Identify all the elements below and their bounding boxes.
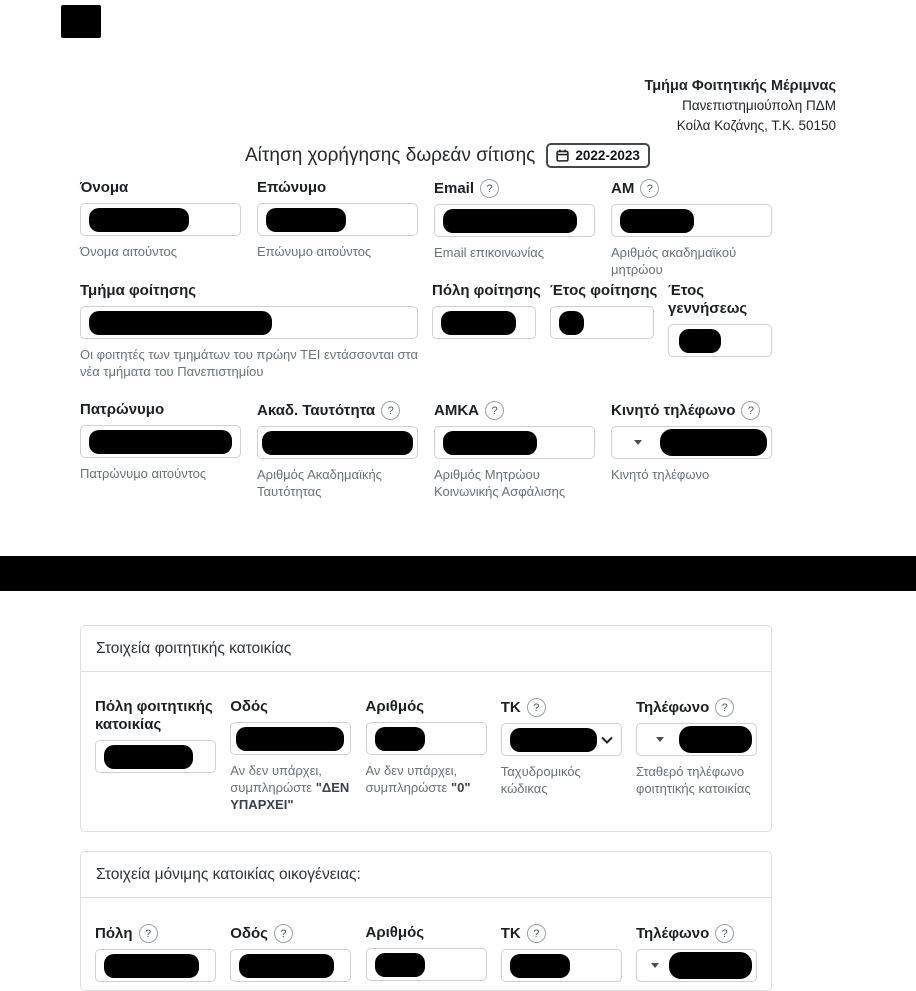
field-label: ΤΚ [500,924,521,942]
field-fam-odos [230,924,351,982]
field-label: Οδός [230,698,268,715]
chevron-down-icon [601,736,613,744]
field-label: Αριθμός [365,924,425,941]
family-city-input[interactable] [95,949,216,982]
field-hint: Όνομα αιτούντος [80,244,178,259]
field-hint: Ταχυδρομικός κώδικας [500,764,581,796]
birth-year-input[interactable] [668,324,772,357]
letterhead-address: Κοίλα Κοζάνης, Τ.Κ. 50150 [676,118,836,133]
field-label: Ακαδ. Ταυτότητα [257,401,376,419]
help-icon[interactable]: ? [274,924,293,943]
field-res-tilefono [636,698,757,797]
field-poli-foitisis [432,282,541,339]
field-hint: Πατρώνυμο αιτούντος [80,466,207,481]
redacted-value [669,952,752,979]
field-label: Όνομα [80,179,129,196]
field-hint: Αριθμός ακαδημαϊκού μητρώου [611,245,737,277]
redacted-value [266,208,346,232]
mobile-phone-input[interactable] [611,426,772,459]
field-hint: Αν δεν υπάρχει, συμπληρώστε "ΔΕΝ ΥΠΑΡΧΕΙ" [230,763,350,812]
field-label: Αριθμός [365,698,425,715]
field-fam-tilefono [636,924,757,982]
family-number-input[interactable] [366,948,487,981]
field-eponymo [257,179,418,260]
redacted-logo [61,5,101,38]
residence-city-input[interactable] [95,740,216,773]
redacted-value [375,953,425,977]
amka-input[interactable] [434,426,595,459]
father-name-input[interactable] [80,425,241,458]
family-postal-input[interactable] [501,949,622,982]
country-code-dropdown[interactable] [616,440,660,445]
redaction-bar [0,556,916,591]
residence-section [80,625,772,832]
field-hint: Επώνυμο αιτούντος [257,244,372,259]
postal-code-select[interactable] [501,723,622,756]
redacted-value [236,727,344,751]
study-city-input[interactable] [432,306,536,339]
academic-id-input[interactable] [257,426,418,459]
redacted-value [559,311,584,335]
family-residence-section [80,851,772,991]
letterhead-department: Τμήμα Φοιτητικής Μέριμνας [644,78,836,94]
redacted-value [660,429,767,456]
department-input[interactable] [80,306,418,339]
field-etos-genniseos [668,282,772,357]
help-icon[interactable]: ? [485,401,504,420]
dropdown-caret-icon [651,963,659,968]
field-label: Πόλη φοίτησης [432,282,541,299]
field-akad-taytotita [257,401,418,500]
field-onoma [80,179,241,260]
field-label: Πόλη [95,924,133,942]
field-patronymo [80,401,241,482]
student-id-input[interactable] [611,204,772,237]
last-name-input[interactable] [257,203,418,236]
redacted-value [89,430,232,454]
field-res-arithmos [366,698,487,796]
field-label: Οδός [230,924,268,942]
field-label: Πόλη φοιτητικής κατοικίας [95,698,213,733]
country-code-dropdown[interactable] [641,963,669,968]
form-row-2 [80,282,772,380]
field-kinito [611,401,772,483]
field-label: ΑΜΚΑ [434,401,479,419]
residence-street-input[interactable] [230,722,351,755]
study-year-input[interactable] [550,306,654,339]
redacted-value [443,209,577,233]
redacted-value [104,745,193,769]
family-phone-input[interactable] [636,949,757,982]
field-fam-tk [501,924,622,982]
help-icon[interactable]: ? [381,401,400,420]
field-res-poli [95,698,216,773]
field-amka [434,401,595,500]
field-tmima [80,282,418,380]
residence-number-input[interactable] [366,722,487,755]
field-res-tk [501,698,622,797]
help-icon[interactable]: ? [139,924,158,943]
help-icon[interactable]: ? [527,924,546,943]
redacted-value [620,209,694,233]
field-res-odos [230,698,351,813]
field-label: Έτος φοίτησης [550,282,658,299]
academic-year-badge [546,143,650,168]
field-fam-arithmos [366,924,487,981]
redacted-value [510,954,570,978]
field-label: Έτος γεννήσεως [668,282,748,317]
help-icon[interactable]: ? [480,179,499,198]
form-row-1 [80,179,772,278]
family-street-input[interactable] [230,949,351,982]
field-fam-poli [95,924,216,982]
academic-year: 2022-2023 [575,148,640,163]
field-label: Τηλέφωνο [636,698,710,716]
field-label: Email [434,179,475,197]
help-icon[interactable]: ? [741,401,760,420]
field-hint: Email επικοινωνίας [434,245,545,260]
redacted-value [679,329,721,353]
field-hint: Αριθμός Ακαδημαϊκής Ταυτότητας [257,467,382,499]
dropdown-caret-icon [634,440,642,445]
redacted-value [262,431,413,455]
field-label: ΤΚ [500,698,521,716]
field-hint: Αριθμός Μητρώου Κοινωνικής Ασφάλισης [434,467,566,499]
field-hint: Σταθερό τηλέφωνο φοιτητικής κατοικίας [636,764,751,796]
field-hint: Αν δεν υπάρχει, συμπληρώστε "0" [365,763,471,795]
calendar-icon [556,149,569,162]
letterhead-campus: Πανεπιστημιούπολη ΠΔΜ [682,98,836,113]
redacted-value [510,728,597,752]
redacted-value [104,954,199,978]
field-hint: Οι φοιτητές των τμημάτων του πρώην ΤΕΙ εντάσσονται στα νέα τμήματα του Πανεπιστημίου [80,347,418,379]
field-label: Τμήμα φοίτησης [80,282,197,299]
letterhead [645,76,836,136]
field-label: Τηλέφωνο [636,924,710,942]
dropdown-caret-icon [656,737,664,742]
redacted-value [441,311,516,335]
family-fields [81,898,771,982]
section-title: Στοιχεία μόνιμης κατοικίας οικογένειας: [81,852,771,898]
field-am [611,179,772,278]
redacted-value [375,727,425,751]
redacted-value [239,954,334,978]
page-title-row [245,143,650,168]
section-title: Στοιχεία φοιτητικής κατοικίας [81,626,771,672]
help-icon[interactable]: ? [527,698,546,717]
redacted-value [679,726,752,753]
field-label: Πατρώνυμο [80,401,165,418]
help-icon[interactable]: ? [715,698,734,717]
field-hint: Κινητό τηλέφωνο [611,467,710,482]
first-name-input[interactable] [80,203,241,236]
field-email [434,179,595,261]
help-icon[interactable]: ? [715,924,734,943]
field-label: Κινητό τηλέφωνο [611,401,736,419]
field-label: Επώνυμο [257,179,327,196]
help-icon[interactable]: ? [640,179,659,198]
form-row-3 [80,401,772,500]
redacted-value [89,208,189,232]
email-input[interactable] [434,204,595,237]
residence-phone-input[interactable] [636,723,757,756]
redacted-value [443,431,537,455]
page-title: Αίτηση χορήγησης δωρεάν σίτισης [245,144,536,166]
field-label: ΑΜ [611,179,635,197]
residence-fields [81,672,771,813]
country-code-dropdown[interactable] [641,737,679,742]
redacted-value [89,311,272,335]
field-etos-foitisis [550,282,658,339]
